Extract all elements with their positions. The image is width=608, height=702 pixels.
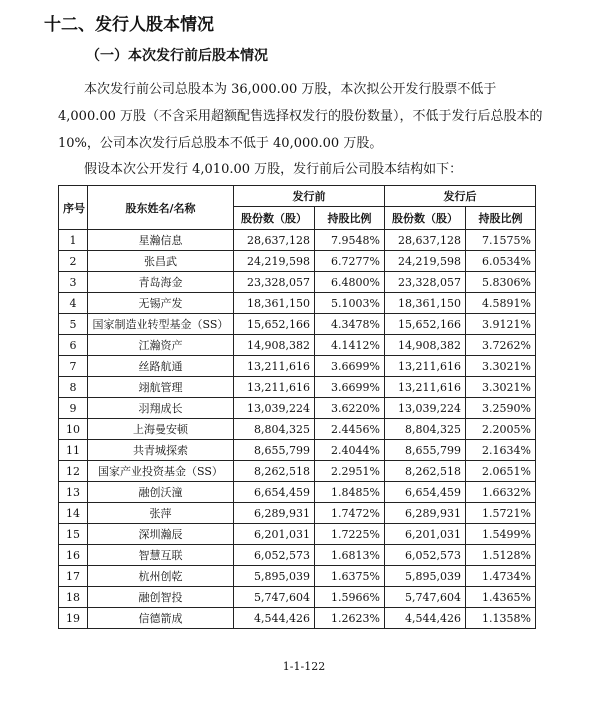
cell-ratio-after: 3.7262% [466,335,536,356]
cell-ratio-before: 1.2623% [315,608,385,629]
cell-index: 16 [59,545,88,566]
table-row [59,230,536,251]
table-row [59,251,536,272]
cell-shareholder-name: 张昌武 [88,251,234,272]
cell-shares-before: 24,219,598 [234,251,315,272]
table-row [59,608,536,629]
cell-shareholder-name: 信德箭成 [88,608,234,629]
cell-ratio-before: 6.4800% [315,272,385,293]
cell-index: 18 [59,587,88,608]
cell-shares-before: 23,328,057 [234,272,315,293]
table-row [59,524,536,545]
cell-index: 2 [59,251,88,272]
cell-ratio-before: 3.6699% [315,356,385,377]
share-structure-table [58,185,536,629]
table-row [59,272,536,293]
cell-ratio-after: 3.3021% [466,356,536,377]
cell-shareholder-name: 深圳瀚辰 [88,524,234,545]
table-row [59,587,536,608]
cell-index: 11 [59,440,88,461]
cell-ratio-after: 6.0534% [466,251,536,272]
cell-shares-after: 5,895,039 [385,566,466,587]
subsection-heading: （一）本次发行前后股本情况 [86,48,268,64]
cell-shares-before: 18,361,150 [234,293,315,314]
cell-shareholder-name: 丝路航通 [88,356,234,377]
header-index: 序号 [59,186,88,230]
cell-shares-after: 24,219,598 [385,251,466,272]
section-heading: 十二、发行人股本情况 [44,15,214,35]
cell-shares-after: 23,328,057 [385,272,466,293]
cell-index: 1 [59,230,88,251]
cell-ratio-after: 2.0651% [466,461,536,482]
cell-shares-before: 8,262,518 [234,461,315,482]
cell-shares-before: 8,655,799 [234,440,315,461]
cell-ratio-after: 1.6632% [466,482,536,503]
cell-shares-before: 28,637,128 [234,230,315,251]
cell-shareholder-name: 江瀚资产 [88,335,234,356]
cell-index: 13 [59,482,88,503]
cell-ratio-before: 2.2951% [315,461,385,482]
cell-shareholder-name: 翊航管理 [88,377,234,398]
cell-shareholder-name: 无锡产发 [88,293,234,314]
cell-index: 14 [59,503,88,524]
cell-ratio-after: 4.5891% [466,293,536,314]
table-row [59,314,536,335]
cell-shares-before: 13,211,616 [234,377,315,398]
cell-shareholder-name: 融创智投 [88,587,234,608]
cell-shares-after: 6,289,931 [385,503,466,524]
cell-ratio-after: 1.4734% [466,566,536,587]
cell-ratio-after: 3.3021% [466,377,536,398]
cell-shares-after: 6,052,573 [385,545,466,566]
cell-index: 8 [59,377,88,398]
cell-shareholder-name: 国家产业投资基金（SS） [88,461,234,482]
cell-shares-before: 13,039,224 [234,398,315,419]
cell-ratio-after: 7.1575% [466,230,536,251]
cell-ratio-before: 3.6699% [315,377,385,398]
cell-shares-after: 14,908,382 [385,335,466,356]
table-body [59,230,536,629]
cell-shareholder-name: 融创沃潼 [88,482,234,503]
cell-ratio-after: 1.4365% [466,587,536,608]
cell-ratio-before: 1.8485% [315,482,385,503]
cell-ratio-before: 1.6813% [315,545,385,566]
cell-shares-before: 5,747,604 [234,587,315,608]
cell-index: 10 [59,419,88,440]
cell-shares-before: 6,052,573 [234,545,315,566]
cell-index: 17 [59,566,88,587]
cell-index: 6 [59,335,88,356]
cell-index: 19 [59,608,88,629]
cell-shareholder-name: 上海曼安顿 [88,419,234,440]
cell-ratio-before: 1.7472% [315,503,385,524]
cell-ratio-before: 2.4456% [315,419,385,440]
header-shareholder-name: 股东姓名/名称 [88,186,234,230]
header-before-issue: 发行前 [234,186,385,207]
header-shares-after: 股份数（股） [385,207,466,230]
cell-shares-after: 13,039,224 [385,398,466,419]
table-row [59,356,536,377]
cell-ratio-before: 2.4044% [315,440,385,461]
table-row [59,482,536,503]
cell-ratio-before: 3.6220% [315,398,385,419]
table-row [59,461,536,482]
cell-shareholder-name: 国家制造业转型基金（SS） [88,314,234,335]
cell-ratio-before: 5.1003% [315,293,385,314]
cell-shareholder-name: 羽翔成长 [88,398,234,419]
table-row [59,419,536,440]
cell-shareholder-name: 智慧互联 [88,545,234,566]
cell-ratio-after: 2.1634% [466,440,536,461]
cell-shares-before: 15,652,166 [234,314,315,335]
cell-shares-before: 13,211,616 [234,356,315,377]
cell-shares-before: 8,804,325 [234,419,315,440]
table-row [59,503,536,524]
cell-shareholder-name: 青岛海金 [88,272,234,293]
cell-index: 15 [59,524,88,545]
cell-ratio-after: 2.2005% [466,419,536,440]
header-after-issue: 发行后 [385,186,536,207]
cell-shares-before: 6,289,931 [234,503,315,524]
cell-shares-after: 18,361,150 [385,293,466,314]
cell-shares-after: 13,211,616 [385,377,466,398]
cell-shares-before: 14,908,382 [234,335,315,356]
cell-shares-after: 8,804,325 [385,419,466,440]
cell-shares-before: 5,895,039 [234,566,315,587]
cell-ratio-after: 1.5128% [466,545,536,566]
cell-shareholder-name: 共青城探索 [88,440,234,461]
cell-shares-before: 4,544,426 [234,608,315,629]
cell-shares-after: 8,262,518 [385,461,466,482]
table-row [59,440,536,461]
cell-index: 7 [59,356,88,377]
cell-ratio-after: 5.8306% [466,272,536,293]
cell-ratio-before: 6.7277% [315,251,385,272]
cell-shareholder-name: 星瀚信息 [88,230,234,251]
cell-index: 4 [59,293,88,314]
page-number: 1-1-122 [282,660,326,673]
cell-shares-before: 6,654,459 [234,482,315,503]
cell-shares-after: 6,654,459 [385,482,466,503]
cell-ratio-before: 1.5966% [315,587,385,608]
cell-index: 3 [59,272,88,293]
table-row [59,566,536,587]
cell-ratio-after: 3.9121% [466,314,536,335]
cell-index: 9 [59,398,88,419]
cell-shares-after: 6,201,031 [385,524,466,545]
cell-ratio-before: 1.7225% [315,524,385,545]
cell-shareholder-name: 张萍 [88,503,234,524]
cell-ratio-before: 4.3478% [315,314,385,335]
table-row [59,335,536,356]
table-row [59,398,536,419]
table-intro-paragraph: 假设本次公开发行 4,010.00 万股，发行前后公司股本结构如下： [84,162,463,177]
table-row [59,545,536,566]
table-header-row [59,186,536,207]
table-row [59,293,536,314]
cell-shares-after: 5,747,604 [385,587,466,608]
cell-shares-after: 13,211,616 [385,356,466,377]
cell-ratio-after: 1.5499% [466,524,536,545]
header-ratio-after: 持股比例 [466,207,536,230]
header-shares-before: 股份数（股） [234,207,315,230]
cell-ratio-after: 3.2590% [466,398,536,419]
table-row [59,377,536,398]
cell-shares-after: 4,544,426 [385,608,466,629]
cell-ratio-before: 1.6375% [315,566,385,587]
cell-shares-after: 28,637,128 [385,230,466,251]
cell-index: 5 [59,314,88,335]
cell-ratio-after: 1.1358% [466,608,536,629]
header-ratio-before: 持股比例 [315,207,385,230]
cell-shares-after: 8,655,799 [385,440,466,461]
cell-shares-after: 15,652,166 [385,314,466,335]
cell-shares-before: 6,201,031 [234,524,315,545]
cell-ratio-before: 7.9548% [315,230,385,251]
cell-ratio-before: 4.1412% [315,335,385,356]
cell-shareholder-name: 杭州创乾 [88,566,234,587]
cell-ratio-after: 1.5721% [466,503,536,524]
cell-index: 12 [59,461,88,482]
intro-paragraph: 本次发行前公司总股本为 36,000.00 万股，本次拟公开发行股票不低于 4,000.00 万股（不含采用超额配售选择权发行的股份数量），不低于发行后总股本的 10%，公司本次发行后总股本不低于 40,000.00 万股。 [58,82,543,151]
